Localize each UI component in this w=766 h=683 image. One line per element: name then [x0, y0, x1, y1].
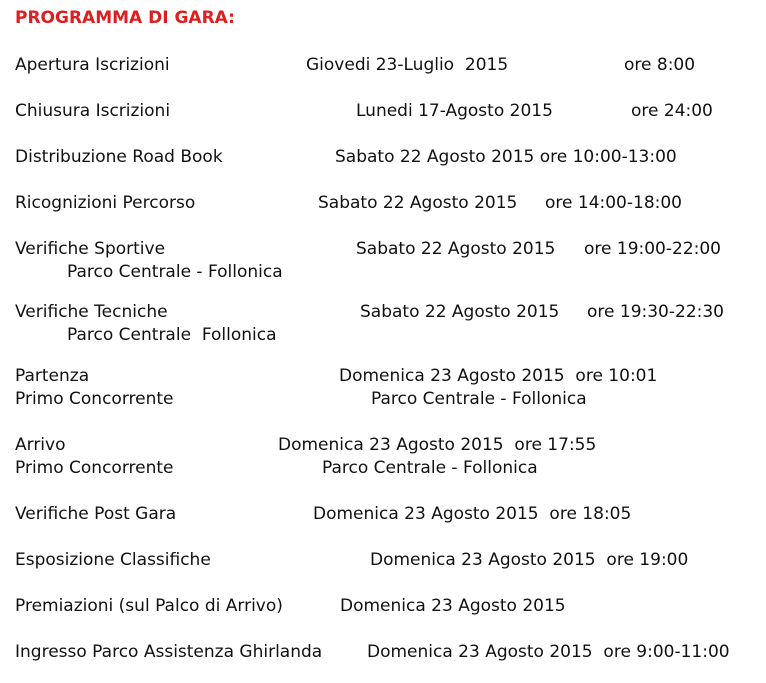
event-time: ore 24:00 [631, 101, 713, 121]
event-label: Esposizione Classifiche [15, 550, 211, 570]
event-label: Distribuzione Road Book [15, 147, 223, 167]
event-date: Domenica 23 Agosto 2015 ore 9:00-11:00 [367, 642, 730, 662]
event-label: Partenza [15, 366, 90, 386]
event-label: Apertura Iscrizioni [15, 55, 170, 75]
event-time: ore 19:30-22:30 [587, 302, 724, 322]
event-label: Verifiche Sportive [15, 239, 166, 259]
event-time: ore 19:00-22:00 [584, 239, 721, 259]
event-time: ore 8:00 [624, 55, 696, 75]
event-location: Parco Centrale - Follonica [67, 262, 283, 282]
event-label: Ricognizioni Percorso [15, 193, 196, 213]
event-label: Ingresso Parco Assistenza Ghirlanda [15, 642, 323, 662]
event-date: Lunedi 17-Agosto 2015 [356, 101, 553, 121]
event-date: Sabato 22 Agosto 2015 [356, 239, 556, 259]
event-date: Domenica 23 Agosto 2015 ore 10:01 [339, 366, 658, 386]
event-label: Verifiche Post Gara [15, 504, 177, 524]
event-date: Sabato 22 Agosto 2015 [318, 193, 518, 213]
event-label: Chiusura Iscrizioni [15, 101, 171, 121]
event-label: Verifiche Tecniche [15, 302, 168, 322]
event-date: Domenica 23 Agosto 2015 [340, 596, 566, 616]
event-label: Arrivo [15, 435, 66, 455]
page-title: PROGRAMMA DI GARA: [15, 8, 235, 28]
event-label-line2: Primo Concorrente [15, 389, 174, 409]
event-date: Domenica 23 Agosto 2015 ore 18:05 [313, 504, 632, 524]
event-time: ore 14:00-18:00 [545, 193, 682, 213]
event-date: Sabato 22 Agosto 2015 ore 10:00-13:00 [335, 147, 677, 167]
event-date: Sabato 22 Agosto 2015 [360, 302, 560, 322]
event-label-line2: Primo Concorrente [15, 458, 174, 478]
event-location: Parco Centrale Follonica [67, 325, 277, 345]
event-date: Giovedi 23-Luglio 2015 [306, 55, 509, 75]
event-date: Domenica 23 Agosto 2015 ore 17:55 [278, 435, 597, 455]
event-location: Parco Centrale - Follonica [371, 389, 587, 409]
event-date: Domenica 23 Agosto 2015 ore 19:00 [370, 550, 689, 570]
event-label: Premiazioni (sul Palco di Arrivo) [15, 596, 283, 616]
event-location: Parco Centrale - Follonica [322, 458, 538, 478]
